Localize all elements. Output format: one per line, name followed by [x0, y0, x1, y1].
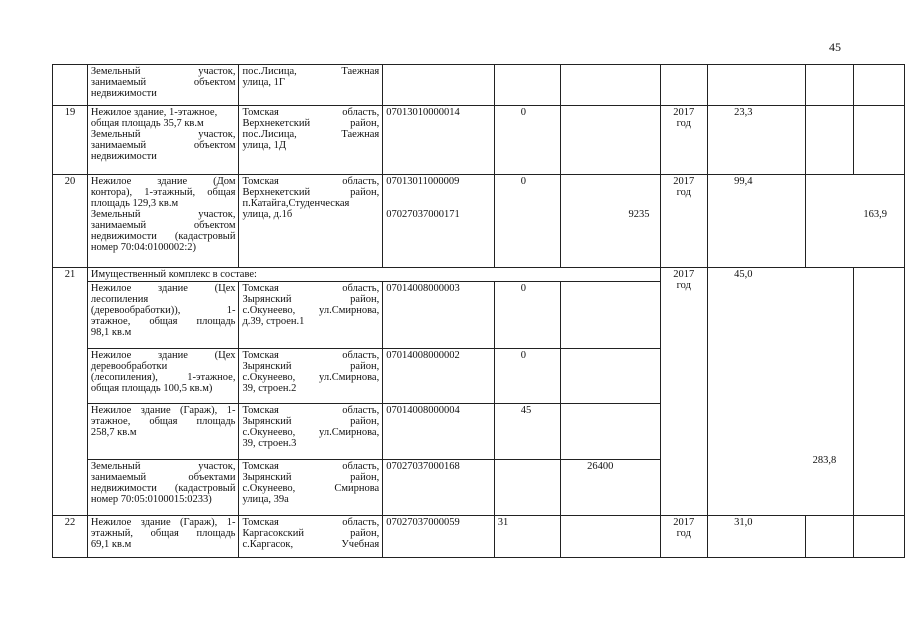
value-cell: 31,0 [708, 516, 806, 558]
row-number-cell: 21 [53, 268, 88, 516]
value-cell: 0 [494, 349, 560, 404]
object-name-cell: Нежилое здание (Гараж), 1- этажный, общая площадь 69,1 кв.м [87, 516, 239, 558]
row-number-cell: 19 [53, 106, 88, 175]
registry-code-cell: 07027037000059 [383, 516, 495, 558]
address-cell: Томская область, Верхнекетский район, пос.Лисица, Таежная улица, 1Д [239, 106, 383, 175]
registry-code-cell: 07014008000003 [383, 282, 495, 349]
address-cell: Томская область, Зырянский район, с.Окунеево, ул.Смирнова, 39, строен.3 [239, 404, 383, 460]
object-name-cell: Земельный участок, занимаемый объектами недвижимости (кадастровый номер 70:05:0100015:0233) [87, 460, 239, 516]
property-register-table [52, 64, 905, 558]
table-row [53, 65, 905, 106]
value-cell: 0 [494, 175, 560, 268]
value-cell: 45,0 283,8 [708, 268, 854, 516]
cadastral-value-cell: 163,9 [805, 175, 904, 268]
object-name-cell: Нежилое здание, 1-этажное, общая площадь 35,7 кв.м Земельный участок, занимаемый объектом недвижимости [87, 106, 239, 175]
table-row [53, 106, 905, 175]
area-cell: 26400 [561, 460, 660, 516]
year-cell: 2017 год [660, 175, 708, 268]
address-cell: Томская область, Каргасокский район, с.Каргасок, Учебная [239, 516, 383, 558]
registry-code-cell: 07014008000002 [383, 349, 495, 404]
object-name-cell: Нежилое здание (Цех лесопиления (деревообработки)), 1- этажное, общая площадь 98,1 кв.м [87, 282, 239, 349]
registry-code-cell: 07013011000009 07027037000171 [383, 175, 495, 268]
table-row [53, 175, 905, 268]
row-number-cell [53, 65, 88, 106]
row-number-cell: 20 [53, 175, 88, 268]
registry-code-cell: 07014008000004 [383, 404, 495, 460]
registry-code-cell: 07013010000014 [383, 106, 495, 175]
object-name-cell: Земельный участок, занимаемый объектом недвижимости [87, 65, 239, 106]
table-row [53, 516, 905, 558]
year-cell: 2017 год [660, 106, 708, 175]
year-cell: 2017 год [660, 516, 708, 558]
value-cell: 31 [494, 516, 560, 558]
value-cell: 99,4 [708, 175, 806, 268]
address-cell: Томская область, Зырянский район, с.Окунеево, ул.Смирнова, 39, строен.2 [239, 349, 383, 404]
value-cell: 0 [494, 282, 560, 349]
value-cell: 23,3 [708, 106, 806, 175]
table-row [53, 268, 905, 282]
object-name-cell: Нежилое здание (Цех деревообработки (лесопиления), 1-этажное, общая площадь 100,5 кв.м) [87, 349, 239, 404]
object-name-cell: Нежилое здание (Дом конторa), 1-этажный, общая площадь 129,3 кв.м Земельный участок, занимаемый объектом недвижимости (кадастровый номер 70:04:0100002:2) [87, 175, 239, 268]
address-cell: пос.Лисица, Таежная улица, 1Г [239, 65, 383, 106]
value-cell: 0 [494, 106, 560, 175]
row-number-cell: 22 [53, 516, 88, 558]
address-cell: Томская область, Зырянский район, с.Окунеево, ул.Смирнова, д.39, строен.1 [239, 282, 383, 349]
address-cell: Томская область, Верхнекетский район, п.Катайга,Студенческая улица, д.1б [239, 175, 383, 268]
group-title-cell: Имущественный комплекс в составе: [87, 268, 660, 282]
year-cell: 2017 год [660, 268, 708, 516]
page-number: 45 [829, 40, 841, 54]
object-name-cell: Нежилое здание (Гараж), 1- этажное, общая площадь 258,7 кв.м [87, 404, 239, 460]
registry-code-cell: 07027037000168 [383, 460, 495, 516]
address-cell: Томская область, Зырянский район, с.Окунеево, Смирнова улица, 39а [239, 460, 383, 516]
area-cell: 9235 [561, 175, 660, 268]
value-cell: 45 [494, 404, 560, 460]
